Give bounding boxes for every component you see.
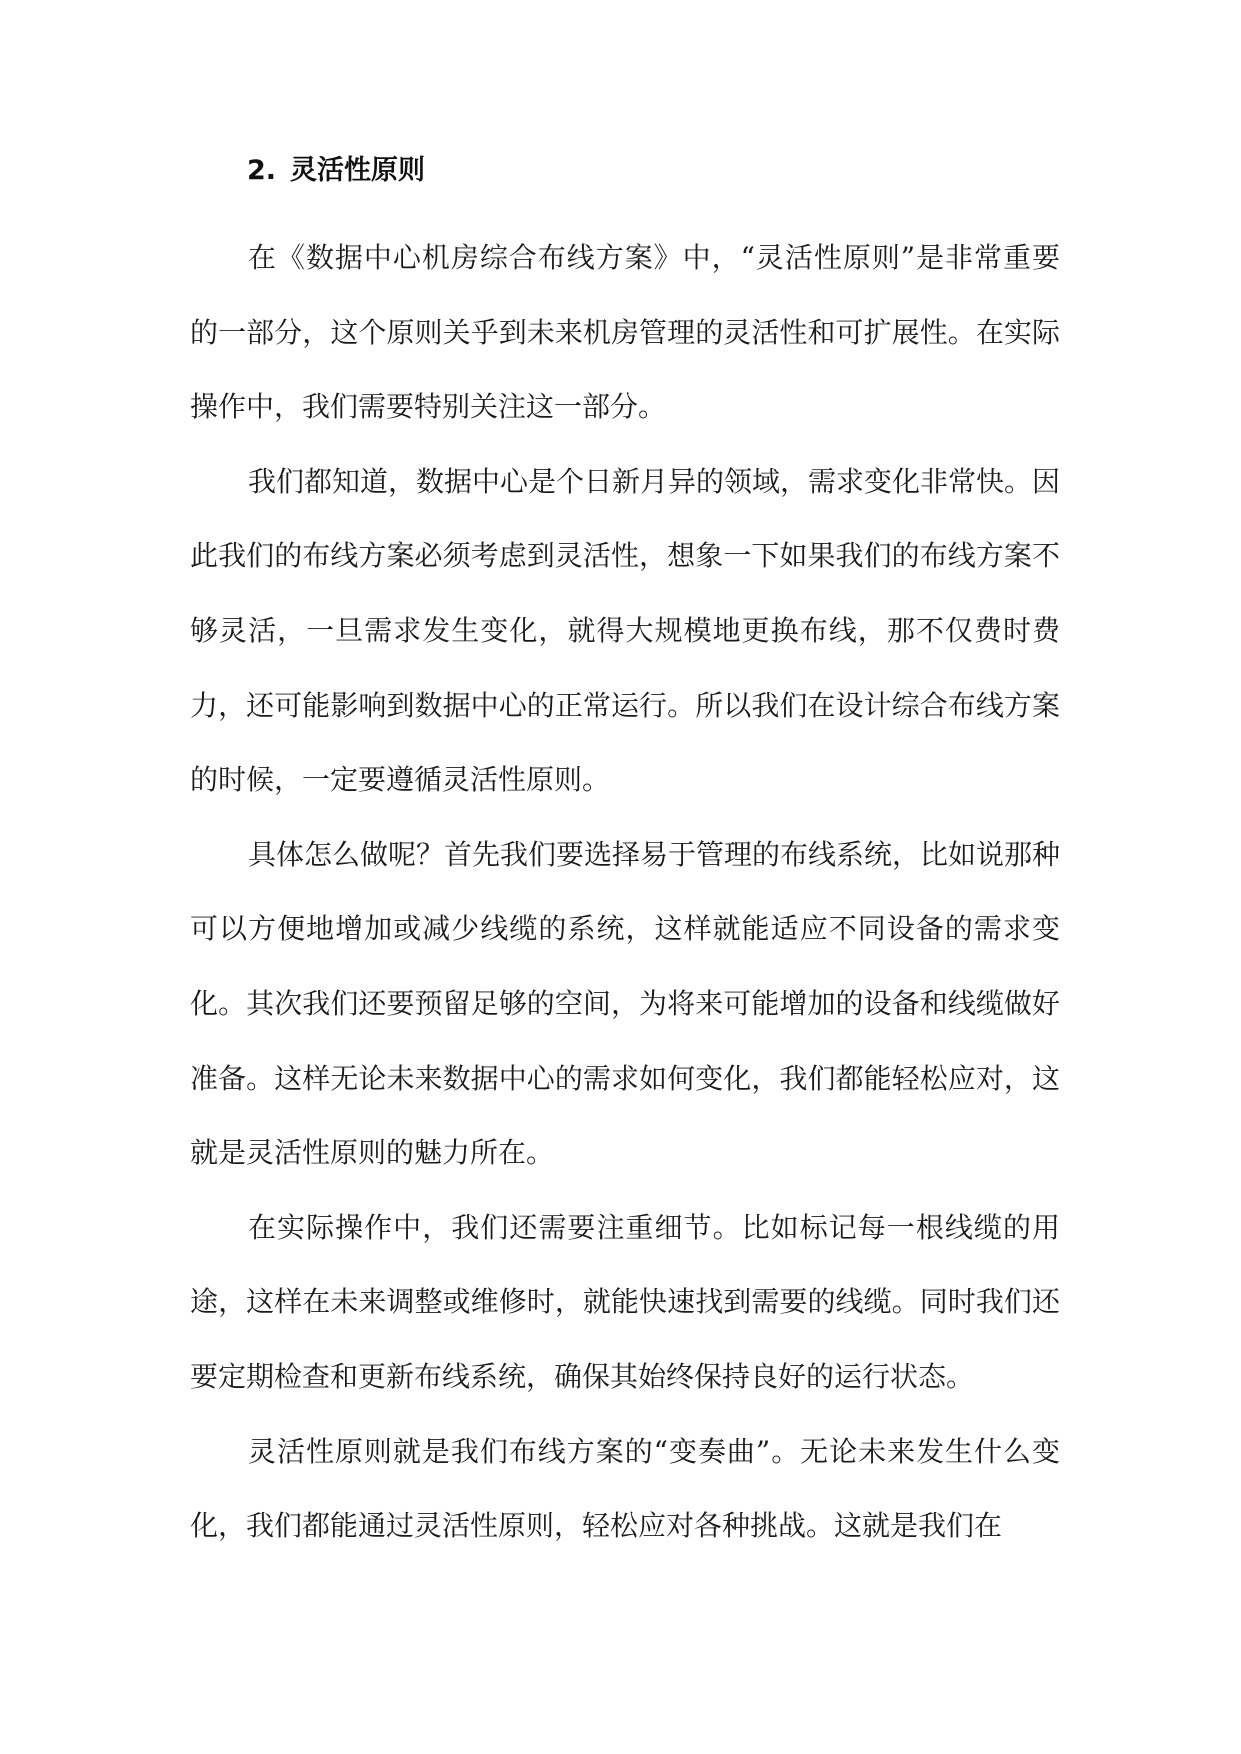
paragraph-3: 具体怎么做呢？首先我们要选择易于管理的布线系统，比如说那种可以方便地增加或减少线缆的系统，这样就能适应不同设备的需求变化。其次我们还要预留足够的空间，为将来可能增加的设备和线缆做好准备。这样无论未来数据中心的需求如何变化，我们都能轻松应对，这就是灵活性原则的魅力所在。 <box>190 837 1061 1170</box>
section-heading <box>247 146 425 196</box>
paragraph-2: 我们都知道，数据中心是个日新月异的领域，需求变化非常快。因此我们的布线方案必须考虑到灵活性，想象一下如果我们的布线方案不够灵活，一旦需求发生变化，就得大规模地更换布线，那不仅费时费力，还可能影响到数据中心的正常运行。所以我们在设计综合布线方案的时候，一定要遵循灵活性原则。 <box>190 464 1061 797</box>
section-title: 灵活性原则 <box>290 155 426 186</box>
body-text <box>190 221 1060 1564</box>
paragraph-1: 在《数据中心机房综合布线方案》中，“灵活性原则”是非常重要的一部分，这个原则关乎到未来机房管理的灵活性和可扩展性。在实际操作中，我们需要特别关注这一部分。 <box>190 241 1060 424</box>
paragraph-5: 灵活性原则就是我们布线方案的“变奏曲”。无论未来发生什么变化，我们都能通过灵活性原则，轻松应对各种挑战。这就是我们在 <box>190 1434 1060 1543</box>
section-number: 2. <box>247 155 277 186</box>
paragraph-4: 在实际操作中，我们还需要注重细节。比如标记每一根线缆的用途，这样在未来调整或维修时，就能快速找到需要的线缆。同时我们还要定期检查和更新布线系统，确保其始终保持良好的运行状态。 <box>190 1210 1060 1393</box>
